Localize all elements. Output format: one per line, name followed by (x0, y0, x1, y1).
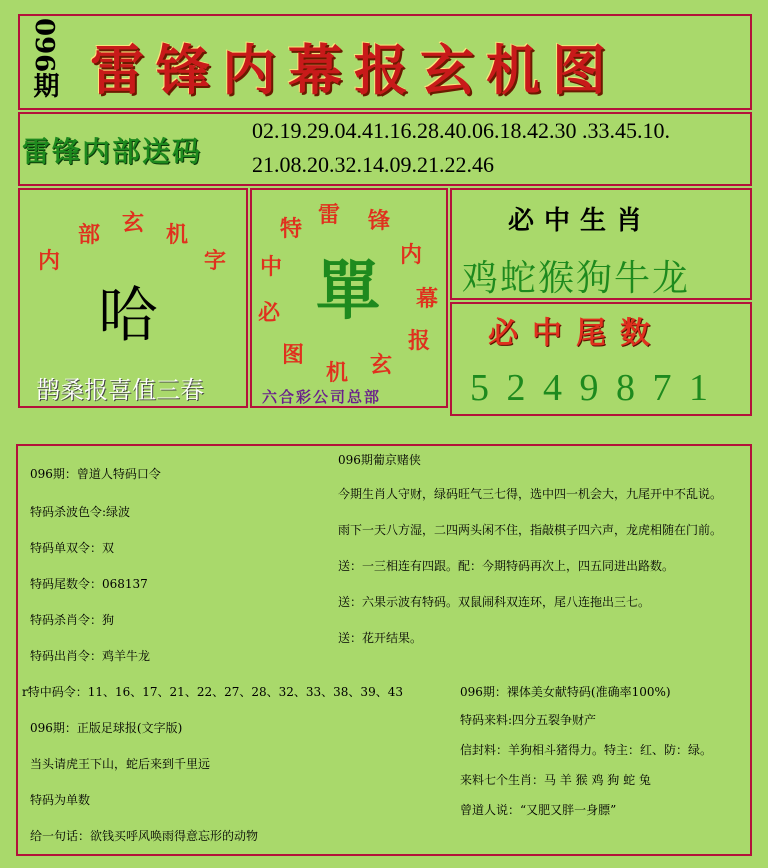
issue-label: 096期 (29, 18, 59, 99)
inside-numbers-line1: 02.19.29.04.41.16.28.40.06.18.42.30 .33.45.10. (252, 118, 670, 143)
left-line: 特码尾数令：068137 (30, 577, 148, 591)
right-line: 送：一三相连有四跟。配：今期特码再次上，四五同进出路数。 (338, 559, 675, 573)
left-line: 特码杀肖令：狗 (30, 613, 115, 627)
right-line: 送：六果示波有特码。双鼠闹科双连环，尾八连拖出三七。 (338, 595, 651, 609)
right-line: 096期：裸体美女献特码(准确率100%) (460, 685, 671, 699)
mystery-word: 哈 (98, 281, 158, 351)
left-line: 096期：正版足球报(文字版) (30, 721, 183, 735)
right-line: 今期生肖人守财，绿码旺气三七得，选中四一机会大，九尾开中不乱说。 (338, 487, 723, 501)
inside-numbers-label: 雷锋内部送码 (22, 135, 203, 168)
right-line: 雨下一天八方湿，二四两头闲不住，指敲棋子四六声，龙虎相随在门前。 (338, 523, 723, 537)
right-line: 特码来料:四分五裂争财产 (460, 713, 597, 727)
mystery-poem: 鹊桑报喜值三春 (36, 376, 204, 404)
right-line: 送：花开结果。 (338, 631, 423, 645)
zodiac-label: 必中生肖 (508, 206, 653, 236)
right-line: 096期葡京赌侠 (338, 453, 421, 467)
center-ring: 雷 锋 内 幕 报 玄 机 图 必 中 特 (258, 202, 439, 386)
left-line: 给一句话：欲钱买呼风唤雨得意忘形的动物 (30, 829, 259, 843)
left-line: 特码为单数 (30, 793, 91, 807)
right-line: 曾道人说：“又肥又胖一身膘” (460, 803, 617, 817)
right-line: 来料七个生肖：马 羊 猴 鸡 狗 蛇 兔 (460, 773, 651, 787)
left-line: 当头请虎王下山，蛇后来到千里远 (30, 757, 211, 771)
inside-numbers-line2: 21.08.20.32.14.09.21.22.46 (252, 152, 494, 177)
center-footer: 六合彩公司总部 (262, 388, 382, 406)
left-line: r特中码令：11、16、17、21、22、27、28、32、33、38、39、43 (22, 685, 403, 699)
right-line: 信封料：羊狗相斗猪得力。特主：红、防：绿。 (460, 743, 713, 757)
left-line: 096期：曾道人特码口令 (30, 467, 161, 481)
center-big-char: 單 (316, 254, 380, 329)
left-line: 特码出肖令：鸡羊牛龙 (30, 649, 151, 663)
page-title: 雷锋内幕报玄机图 (90, 38, 618, 102)
left-line: 特码单双令：双 (30, 541, 115, 555)
tail-label: 必中尾数 (488, 316, 664, 351)
left-line: 特码杀波色令:绿波 (30, 505, 131, 519)
zodiac-values: 鸡蛇猴狗牛龙 (462, 258, 691, 299)
tail-values: 5 2 4 9 8 7 1 (470, 367, 712, 409)
mystery-arc-label: 内 部 玄 机 字 (38, 210, 227, 274)
